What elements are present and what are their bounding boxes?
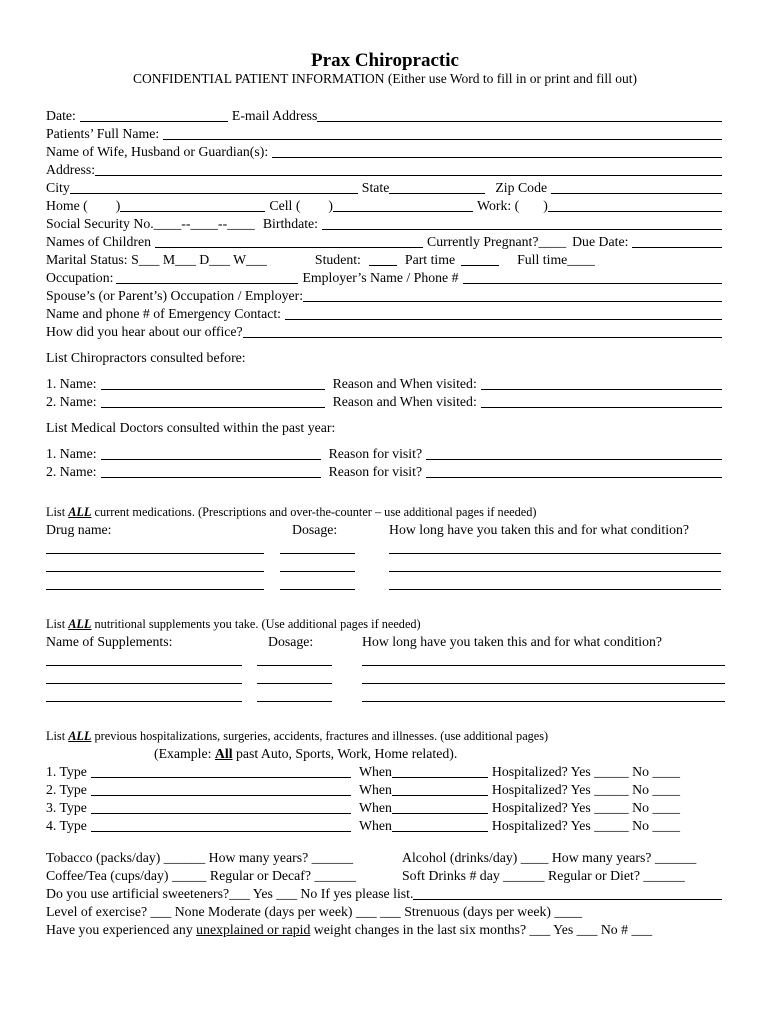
type-field[interactable] — [91, 765, 351, 778]
doctor-reason-label: Reason for visit? — [328, 446, 423, 461]
dosage-field[interactable] — [280, 541, 355, 554]
student-label: Student: — [314, 252, 361, 267]
city-label: City — [46, 180, 70, 195]
cell-phone-label: Cell ( — [269, 198, 301, 213]
form-subtitle: CONFIDENTIAL PATIENT INFORMATION (Either use Word to fill in or print and fill out) — [133, 71, 637, 86]
medication-row — [46, 574, 726, 592]
email-field[interactable] — [317, 109, 722, 122]
drug-name-field[interactable] — [46, 541, 264, 554]
soft-drinks-label[interactable]: Soft Drinks # day ______ Regular or Diet? ______ — [402, 868, 685, 883]
supplement-name-field[interactable] — [46, 689, 242, 702]
drug-name-column: Drug name: — [46, 522, 112, 537]
row-emergency — [46, 304, 726, 322]
state-field[interactable] — [389, 181, 485, 194]
emergency-field[interactable] — [285, 307, 722, 320]
row-spouse-occupation — [46, 286, 726, 304]
sweeteners-row — [46, 884, 726, 902]
birthdate-label: Birthdate: — [262, 216, 319, 231]
chiro-name-field[interactable] — [101, 395, 325, 408]
doctors-heading: List Medical Doctors consulted within the past year: — [46, 420, 336, 435]
doctor-name-field[interactable] — [101, 465, 321, 478]
row-marital — [46, 250, 726, 268]
type-field[interactable] — [91, 801, 351, 814]
type-label: 1. Type — [46, 764, 87, 779]
hospital-row — [46, 816, 726, 834]
supplement-row — [46, 650, 726, 668]
chiro-reason-field[interactable] — [481, 395, 722, 408]
condition-column: How long have you taken this and for what condition? — [389, 522, 690, 537]
alcohol-label[interactable]: Alcohol (drinks/day) ____ How many years? ______ — [402, 850, 697, 865]
occupation-field[interactable] — [116, 271, 298, 284]
doctors-heading-row — [46, 418, 726, 436]
occupation-label: Occupation: — [46, 270, 114, 285]
doctor-name-label: 1. Name: — [46, 446, 97, 461]
row-guardian — [46, 142, 726, 160]
tobacco-label[interactable]: Tobacco (packs/day) ______ How many years? ______ — [46, 850, 354, 865]
row-city — [46, 178, 726, 196]
supplement-dosage-field[interactable] — [257, 653, 332, 666]
work-phone-label: Work: ( — [477, 198, 520, 213]
medications-intro: List ALL current medications. (Prescriptions and over-the-counter – use additional pages if needed) — [46, 505, 537, 519]
hospital-row — [46, 780, 726, 798]
exercise-row — [46, 902, 726, 920]
form-body — [46, 106, 726, 938]
supplement-condition-field[interactable] — [362, 671, 725, 684]
emergency-label: Name and phone # of Emergency Contact: — [46, 306, 281, 321]
city-field[interactable] — [70, 181, 358, 194]
doctor-reason-label: Reason for visit? — [328, 464, 423, 479]
chiro-reason-label: Reason and When visited: — [332, 376, 477, 391]
type-field[interactable] — [91, 783, 351, 796]
full-name-label: Patients’ Full Name: — [46, 126, 160, 141]
row-phones: Home ( ) Cell ( ) Work: ( ) — [46, 196, 726, 214]
spouse-occupation-field[interactable] — [303, 289, 722, 302]
condition-field[interactable] — [389, 559, 721, 572]
due-date-label: Due Date: — [572, 234, 629, 249]
cell-phone-field[interactable] — [333, 199, 473, 212]
doctor-row-2 — [46, 462, 726, 480]
hospital-row — [46, 798, 726, 816]
part-time-label: Part time — [404, 252, 456, 267]
hospital-row — [46, 762, 726, 780]
date-field[interactable] — [80, 109, 228, 122]
ssn-label[interactable]: Social Security No.____--____--____ — [46, 216, 255, 231]
chiro-name-field[interactable] — [101, 377, 325, 390]
when-label: When — [358, 764, 392, 779]
supplements-intro: List ALL nutritional supplements you take. (Use additional pages if needed) — [46, 617, 421, 631]
home-phone-field[interactable] — [120, 199, 265, 212]
when-label: When — [358, 818, 392, 833]
hospital-intro: List ALL previous hospitalizations, surgeries, accidents, fractures and illnesses. (use additional pages) — [46, 729, 549, 743]
dosage-field[interactable] — [280, 559, 355, 572]
hospitalized-label[interactable]: Hospitalized? Yes _____ No ____ — [491, 818, 681, 833]
weight-underlined: unexplained or rapid — [196, 922, 311, 937]
guardian-label: Name of Wife, Husband or Guardian(s): — [46, 144, 269, 159]
hear-field[interactable] — [243, 325, 722, 338]
marital-status-label[interactable]: Marital Status: S___ M___ D___ W___ — [46, 252, 267, 267]
doctor-name-field[interactable] — [101, 447, 321, 460]
supplement-dosage-field[interactable] — [257, 689, 332, 702]
type-field[interactable] — [91, 819, 351, 832]
type-label: 3. Type — [46, 800, 87, 815]
part-time-field[interactable] — [461, 253, 499, 266]
due-date-field[interactable] — [632, 235, 722, 248]
hospital-example: (Example: All past Auto, Sports, Work, Home related). — [154, 746, 458, 761]
address-label: Address: — [46, 162, 96, 177]
form-title: Prax Chiropractic — [311, 50, 459, 71]
chiropractors-heading: List Chiropractors consulted before: — [46, 350, 246, 365]
supplement-dosage-field[interactable] — [257, 671, 332, 684]
when-field[interactable] — [392, 765, 488, 778]
dosage-field[interactable] — [280, 577, 355, 590]
row-children — [46, 232, 726, 250]
doctor-reason-field[interactable] — [426, 447, 722, 460]
supplement-name-field[interactable] — [46, 653, 242, 666]
row-date-email — [46, 106, 726, 124]
pregnant-label[interactable]: Currently Pregnant?____ — [427, 234, 567, 249]
full-name-field[interactable] — [163, 127, 722, 140]
zip-field[interactable] — [551, 181, 722, 194]
when-label: When — [358, 782, 392, 797]
coffee-label[interactable]: Coffee/Tea (cups/day) _____ Regular or Decaf? ______ — [46, 868, 356, 883]
student-field[interactable] — [369, 253, 397, 266]
hear-label: How did you hear about our office? — [46, 324, 243, 339]
supplement-condition-column: How long have you taken this and for what condition? — [362, 634, 663, 649]
employer-label: Employer’s Name / Phone # — [302, 270, 459, 285]
when-field[interactable] — [392, 801, 488, 814]
type-label: 4. Type — [46, 818, 87, 833]
medication-row — [46, 538, 726, 556]
chiro-reason-field[interactable] — [481, 377, 722, 390]
state-label: State — [361, 180, 390, 195]
spouse-occupation-label: Spouse’s (or Parent’s) Occupation / Employer: — [46, 288, 304, 303]
chiro-reason-label: Reason and When visited: — [332, 394, 477, 409]
work-phone-field[interactable] — [548, 199, 722, 212]
exercise-label[interactable]: Level of exercise? ___ None Moderate (days per week) ___ ___ Strenuous (days per week) ____ — [46, 904, 582, 919]
date-label: Date: — [46, 108, 76, 123]
chiro-name-label: 1. Name: — [46, 376, 97, 391]
sweeteners-field[interactable] — [413, 887, 722, 900]
medications-columns — [46, 520, 726, 538]
employer-field[interactable] — [463, 271, 722, 284]
condition-field[interactable] — [389, 541, 721, 554]
row-occupation — [46, 268, 726, 286]
weight-label[interactable]: weight changes in the last six months? ___ Yes ___ No # ___ — [313, 922, 653, 937]
doctor-name-label: 2. Name: — [46, 464, 97, 479]
supplement-name-column: Name of Supplements: — [46, 634, 173, 649]
tobacco-alcohol-row — [46, 848, 726, 866]
sweeteners-label[interactable]: Do you use artificial sweeteners?___ Yes ___ No If yes please list. — [46, 886, 414, 901]
supplement-condition-field[interactable] — [362, 689, 725, 702]
zip-label: Zip Code — [495, 180, 548, 195]
weight-row: Have you experienced any unexplained or rapid weight changes in the last six months? ___ Yes ___ No # ___ — [46, 922, 653, 937]
drug-name-field[interactable] — [46, 577, 264, 590]
email-label: E-mail Address — [231, 108, 318, 123]
children-label: Names of Children — [46, 234, 151, 249]
guardian-field[interactable] — [272, 145, 722, 158]
supplement-dosage-column: Dosage: — [268, 634, 314, 649]
medication-row — [46, 556, 726, 574]
dosage-column: Dosage: — [292, 522, 338, 537]
doctor-row-1 — [46, 444, 726, 462]
row-address — [46, 160, 726, 178]
hospitalized-label[interactable]: Hospitalized? Yes _____ No ____ — [491, 764, 681, 779]
chiro-row-1 — [46, 374, 726, 392]
row-ssn-birthdate — [46, 214, 726, 232]
coffee-soda-row — [46, 866, 726, 884]
drug-name-field[interactable] — [46, 559, 264, 572]
children-field[interactable] — [155, 235, 423, 248]
supplement-row — [46, 668, 726, 686]
supplement-name-field[interactable] — [46, 671, 242, 684]
row-hear — [46, 322, 726, 340]
supplement-row — [46, 686, 726, 704]
row-full-name — [46, 124, 726, 142]
chiro-name-label: 2. Name: — [46, 394, 97, 409]
chiro-row-2 — [46, 392, 726, 410]
hospitalized-label[interactable]: Hospitalized? Yes _____ No ____ — [491, 800, 681, 815]
chiropractors-heading-row — [46, 348, 726, 366]
supplements-columns — [46, 632, 726, 650]
birthdate-field[interactable] — [322, 217, 722, 230]
home-phone-label: Home ( — [46, 198, 88, 213]
when-field[interactable] — [392, 819, 488, 832]
hospitalized-label[interactable]: Hospitalized? Yes _____ No ____ — [491, 782, 681, 797]
type-label: 2. Type — [46, 782, 87, 797]
condition-field[interactable] — [389, 577, 721, 590]
when-field[interactable] — [392, 783, 488, 796]
doctor-reason-field[interactable] — [426, 465, 722, 478]
when-label: When — [358, 800, 392, 815]
full-time-label[interactable]: Full time____ — [517, 252, 595, 267]
address-field[interactable] — [95, 163, 722, 176]
supplement-condition-field[interactable] — [362, 653, 725, 666]
